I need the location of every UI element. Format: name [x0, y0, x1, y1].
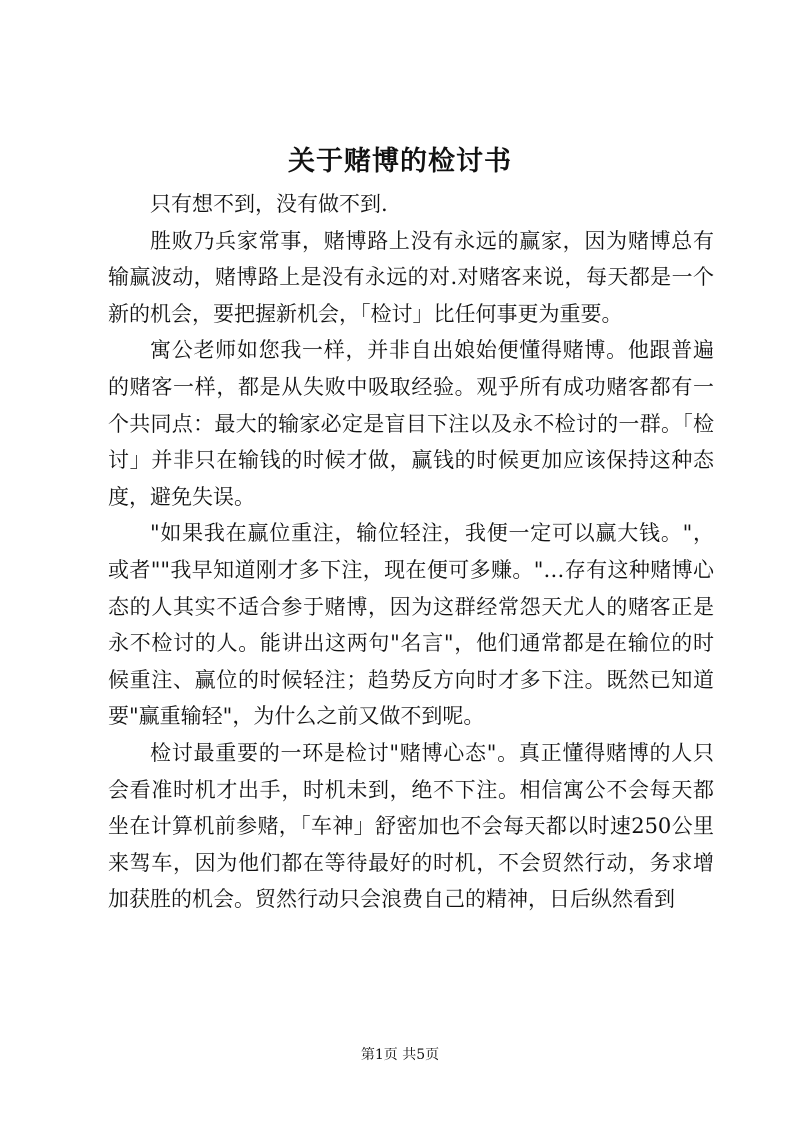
paragraph: "如果我在赢位重注，输位轻注，我便一定可以赢大钱。"，或者""我早知道刚才多下注，现在便可多赚。"…存有这种赌博心态的人其实不适合参于赌博，因为这群经常怨天尤人的赌客正是永不检讨的人。能讲出这两句"名言"，他们通常都是在输位的时候重注、赢位的时候轻注；趋势反方向时才多下注。既然已知道要"赢重输轻"，为什么之前又做不到呢。 [108, 521, 714, 729]
paragraph: 检讨最重要的一环是检讨"赌博心态"。真正懂得赌博的人只会看准时机才出手，时机未到，绝不下注。相信寓公不会每天都坐在计算机前参赌，「车神」舒密加也不会每天都以时速250公里来驾车，因为他们都在等待最好的时机，不会贸然行动，务求增加获胜的机会。贸然行动只会浪费自己的精神，日后纵然看到 [108, 740, 714, 912]
page-indicator: 第1页 共5页 [360, 1047, 440, 1063]
document-title: 关于赌博的检讨书 [288, 146, 512, 177]
paragraph: 寓公老师如您我一样，并非自出娘始便懂得赌博。他跟普遍的赌客一样，都是从失败中吸取经验。观乎所有成功赌客都有一个共同点：最大的输家必定是盲目下注以及永不检讨的一群。「检讨」并非只在输钱的时候才做，赢钱的时候更加应该保持这种态度，避免失误。 [108, 338, 714, 509]
document-body [108, 186, 714, 918]
paragraph: 只有想不到，没有做不到. [150, 192, 388, 216]
page-footer [0, 1045, 800, 1065]
paragraph: 胜败乃兵家常事，赌博路上没有永远的赢家，因为赌博总有输赢波动，赌博路上是没有永远的对.对赌客来说，每天都是一个新的机会，要把握新机会，「检讨」比任何事更为重要。 [108, 228, 714, 326]
